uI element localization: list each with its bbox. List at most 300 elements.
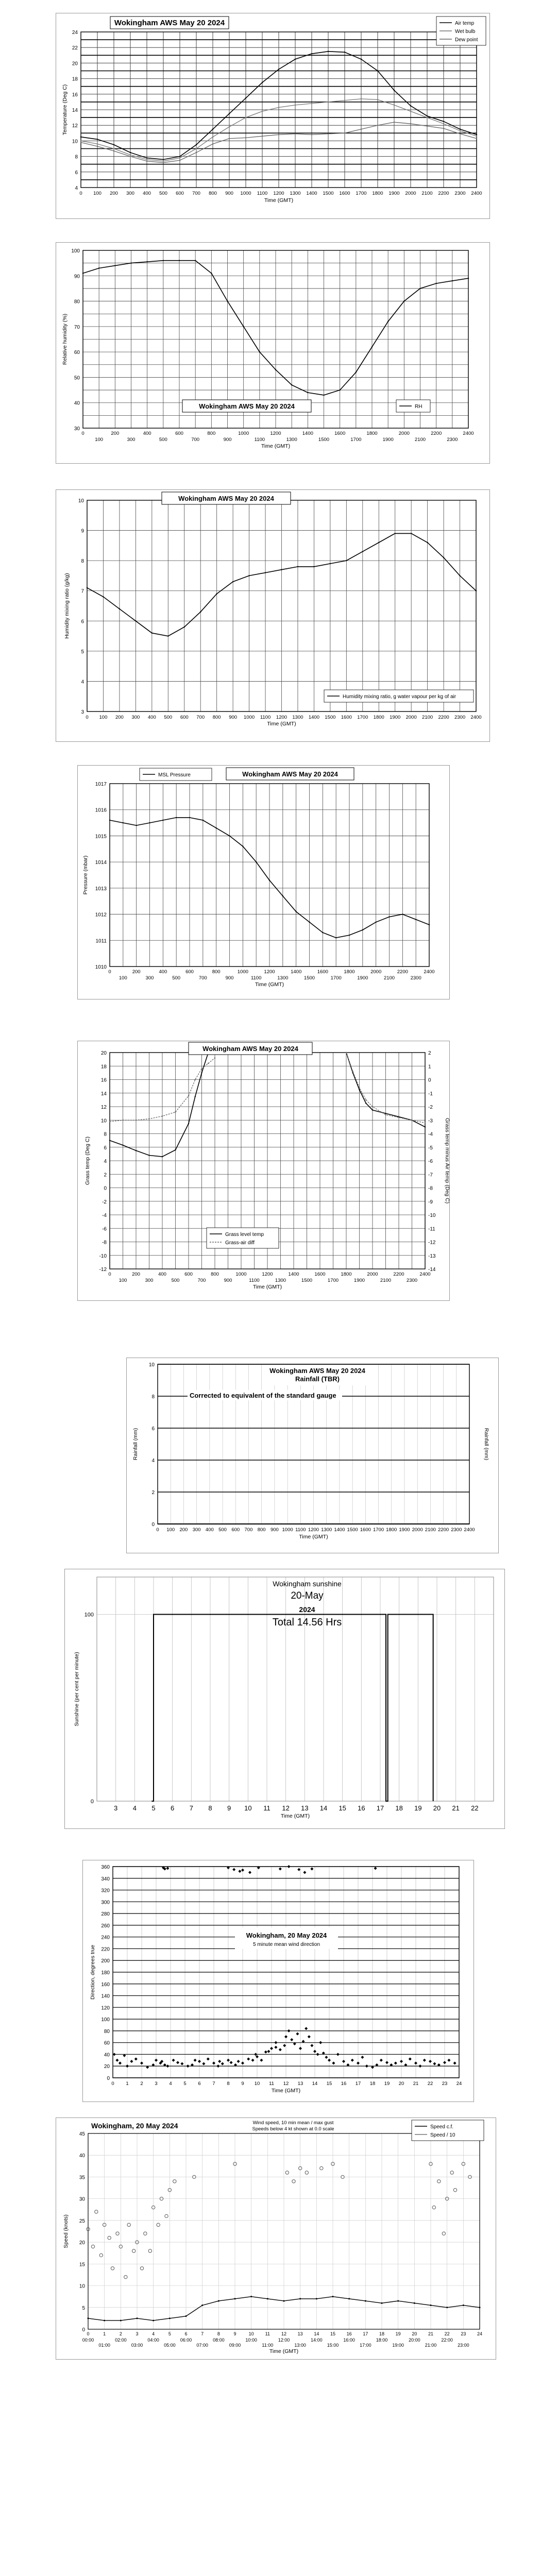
gust-point xyxy=(124,2275,127,2278)
rh-point xyxy=(307,392,308,393)
x-tick-label: 2200 xyxy=(393,1272,404,1277)
air-temp-point xyxy=(179,156,180,157)
y-tick-label: 20 xyxy=(100,1050,107,1056)
chart-title: Wokingham, 20 May 2024 xyxy=(91,2122,178,2130)
grass-air-diff-point xyxy=(136,1120,137,1121)
grass-temp-point xyxy=(122,1145,123,1146)
x-tick-label: 700 xyxy=(244,1527,253,1533)
plot-frame xyxy=(97,1577,494,1801)
x-tick-label: 11 xyxy=(263,1804,270,1812)
mixing-ratio-point xyxy=(103,596,104,597)
grass-temp-point xyxy=(385,1113,386,1114)
x-tick-label: 1100 xyxy=(260,715,271,720)
x-tick-label: 17 xyxy=(376,1804,384,1812)
x-tick-label: 600 xyxy=(184,1272,193,1277)
x-tick-label: 13 xyxy=(297,2081,303,2087)
x-tick-label: 400 xyxy=(143,191,151,196)
mixing-ratio-point xyxy=(378,542,379,543)
x-tick-label: 1800 xyxy=(373,715,384,720)
y-tick-label: 30 xyxy=(74,426,80,432)
x-tick-label: 600 xyxy=(185,969,194,975)
x-tick-label: 2300 xyxy=(406,1278,418,1283)
x-tick-label: 3 xyxy=(114,1804,118,1812)
x-tick-label: 20 xyxy=(412,2331,417,2336)
y-tick-label: 6 xyxy=(104,1145,107,1151)
pressure-point xyxy=(349,935,350,936)
x-tick-label: 19 xyxy=(384,2081,390,2087)
dew-point-point xyxy=(394,122,395,123)
x-tick-label: 21 xyxy=(452,1804,460,1812)
y-tick-label: 1016 xyxy=(95,807,107,814)
y2-tick-label: -6 xyxy=(428,1159,433,1164)
x-tick-label: 800 xyxy=(211,1272,219,1277)
rh-point xyxy=(275,369,276,370)
x-tick-label: 1700 xyxy=(357,715,368,720)
y2-axis-label: Grass temp minus Air temp (Deg C) xyxy=(444,1117,450,1204)
x-tick-label: 1500 xyxy=(325,715,336,720)
y-tick-label: 4 xyxy=(75,185,78,191)
x-tick-label: 15 xyxy=(330,2331,336,2336)
x-tick-label: 22:00 xyxy=(441,2337,453,2343)
gust-point xyxy=(132,2249,135,2252)
direction-point xyxy=(194,2059,197,2062)
rh-point xyxy=(259,351,260,352)
grass-air-diff-point xyxy=(175,1111,176,1112)
y-tick-label: 40 xyxy=(104,2052,110,2058)
x-tick-label: 1900 xyxy=(388,191,400,196)
gust-point xyxy=(111,2267,114,2270)
wet-bulb-point xyxy=(328,101,329,103)
y-tick-label: 7 xyxy=(81,588,84,595)
x-tick-label: 1800 xyxy=(344,969,355,975)
y-tick-label: 100 xyxy=(84,1612,94,1618)
x-tick-label: 1400 xyxy=(302,431,313,436)
y-tick-label: 160 xyxy=(101,1981,110,1988)
y-tick-label: 40 xyxy=(74,400,80,406)
x-tick-label: 200 xyxy=(111,431,120,436)
y2-tick-label: 0 xyxy=(428,1077,431,1083)
direction-point xyxy=(418,2064,421,2067)
air-temp-point xyxy=(377,70,378,71)
x-tick-label: 1700 xyxy=(327,1278,339,1283)
wet-bulb-point xyxy=(113,148,114,149)
x-tick-label: 1900 xyxy=(390,715,401,720)
y-tick-label: 0 xyxy=(104,1185,107,1192)
y-tick-label: 8 xyxy=(151,1394,155,1400)
grass-air-diff-point xyxy=(208,1063,209,1064)
chart-title: Wokingham AWS May 20 2024 xyxy=(114,19,225,27)
pressure-point xyxy=(402,913,403,914)
x-tick-label: 2100 xyxy=(422,715,433,720)
y-tick-label: 5 xyxy=(82,2305,85,2311)
x-tick-label: 2200 xyxy=(438,191,449,196)
y-tick-label: 6 xyxy=(151,1426,155,1432)
x-tick-label: 1500 xyxy=(303,975,315,981)
y-tick-label: 22 xyxy=(72,45,78,52)
x-axis-label: Time (GMT) xyxy=(252,1284,282,1290)
direction-point xyxy=(385,2061,388,2064)
x-tick-label: 8 xyxy=(217,2331,220,2336)
direction-point xyxy=(284,2035,288,2038)
x-tick-label: 1400 xyxy=(334,1527,345,1533)
x-tick-label: 1900 xyxy=(382,437,394,443)
y-tick-label: 14 xyxy=(100,1091,107,1097)
direction-point xyxy=(316,2053,319,2056)
air-temp-point xyxy=(427,115,428,116)
x-tick-label: 1100 xyxy=(249,1278,260,1283)
pressure-point xyxy=(229,835,230,836)
x-tick-label: 700 xyxy=(198,975,207,981)
x-tick-label: 2300 xyxy=(447,437,458,443)
x-tick-label: 100 xyxy=(119,975,127,981)
x-tick-label: 300 xyxy=(131,715,140,720)
x-tick-label: 800 xyxy=(212,715,221,720)
wet-bulb-point xyxy=(311,103,312,104)
x-tick-label: 1900 xyxy=(399,1527,410,1533)
x-tick-label: 07:00 xyxy=(196,2343,208,2348)
x-tick-label: 17 xyxy=(363,2331,368,2336)
gust-point xyxy=(305,2171,308,2174)
y2-tick-label: -2 xyxy=(428,1105,433,1110)
x-tick-label: 500 xyxy=(218,1527,227,1533)
y-tick-label: 18 xyxy=(100,1064,107,1070)
dew-point-point xyxy=(476,138,477,139)
x-tick-label: 18 xyxy=(369,2081,376,2087)
speed-point xyxy=(267,2298,268,2299)
y-tick-label: 4 xyxy=(81,679,84,685)
y-tick-label: 4 xyxy=(151,1458,155,1464)
x-tick-label: 900 xyxy=(270,1527,279,1533)
y-axis-label: Speed (knots) xyxy=(63,2214,69,2248)
y-tick-label: 1013 xyxy=(95,886,107,892)
pressure-point xyxy=(189,817,190,818)
direction-point xyxy=(202,2062,205,2065)
x-tick-label: 200 xyxy=(110,191,118,196)
rh-point xyxy=(356,371,357,372)
x-tick-label: 1600 xyxy=(314,1272,326,1277)
y2-tick-label: -14 xyxy=(428,1267,436,1273)
speed-point xyxy=(250,2296,252,2297)
speed-point xyxy=(137,2317,138,2319)
dew-point-point xyxy=(427,126,428,127)
dew-point-point xyxy=(146,160,147,161)
direction-point xyxy=(351,2059,354,2062)
mixing-ratio-point xyxy=(459,575,460,576)
y-tick-label: 10 xyxy=(78,498,84,504)
x-tick-label: 1300 xyxy=(292,715,303,720)
chart-subtitle: Rainfall (TBR) xyxy=(295,1375,340,1383)
wet-bulb-point xyxy=(163,160,164,161)
pressure-point xyxy=(109,820,110,821)
x-tick-label: 9 xyxy=(227,1804,231,1812)
x-tick-label: 9 xyxy=(241,2081,244,2087)
x-tick-label: 06:00 xyxy=(180,2337,192,2343)
gust-point xyxy=(144,2232,147,2235)
dew-point-point xyxy=(196,152,197,153)
rh-point xyxy=(452,280,453,281)
direction-point xyxy=(296,2032,299,2036)
x-tick-label: 2100 xyxy=(380,1278,392,1283)
x-tick-label: 19 xyxy=(414,1804,422,1812)
mixing-ratio-point xyxy=(411,533,412,534)
gust-point xyxy=(127,2223,130,2226)
grass-air-diff-point xyxy=(188,1095,189,1096)
x-tick-label: 200 xyxy=(132,1272,140,1277)
x-tick-label: 5 xyxy=(183,2081,187,2087)
rh-point xyxy=(146,261,147,262)
rh-point xyxy=(211,273,212,274)
pressure-point xyxy=(388,916,390,917)
y2-tick-label: -10 xyxy=(428,1213,436,1218)
x-tick-label: 500 xyxy=(164,715,173,720)
x-tick-label: 900 xyxy=(223,437,232,443)
sunshine-total: Total 14.56 Hrs xyxy=(272,1617,342,1628)
x-tick-label: 18:00 xyxy=(376,2337,388,2343)
direction-point xyxy=(212,2062,215,2065)
y-tick-label: -12 xyxy=(99,1267,107,1273)
y-axis-label: Humidity mixing ratio (g/kg) xyxy=(64,573,70,639)
dew-point-point xyxy=(163,162,164,163)
x-tick-label: 2000 xyxy=(398,431,410,436)
direction-point xyxy=(187,2064,190,2067)
x-tick-label: 7 xyxy=(212,2081,215,2087)
x-tick-label: 10 xyxy=(244,1804,252,1812)
x-tick-label: 1200 xyxy=(273,191,284,196)
y-tick-label: 0 xyxy=(151,1522,155,1528)
x-tick-label: 11:00 xyxy=(262,2343,274,2348)
y2-tick-label: -11 xyxy=(428,1226,435,1232)
direction-point xyxy=(166,1867,169,1870)
y-tick-label: 20 xyxy=(72,61,78,67)
dew-point-point xyxy=(295,133,296,134)
direction-point xyxy=(394,2062,397,2065)
x-tick-label: 2000 xyxy=(367,1272,378,1277)
direction-point xyxy=(270,2047,273,2050)
speed-point xyxy=(381,2302,383,2304)
speed-point xyxy=(299,2298,301,2299)
x-tick-label: 16:00 xyxy=(343,2337,355,2343)
x-tick-label: 23 xyxy=(461,2331,466,2336)
x-tick-label: 700 xyxy=(191,437,200,443)
x-tick-label: 14:00 xyxy=(311,2337,323,2343)
x-tick-label: 0 xyxy=(156,1527,159,1533)
x-tick-label: 4 xyxy=(169,2081,172,2087)
air-temp-point xyxy=(344,52,345,53)
mixing-ratio-point xyxy=(87,587,88,588)
pressure-point xyxy=(429,924,430,925)
grass-temp-point xyxy=(162,1156,163,1157)
temperature-chart-panel xyxy=(56,13,490,219)
y2-tick-label: 2 xyxy=(428,1050,431,1056)
x-tick-label: 2000 xyxy=(405,191,416,196)
x-tick-label: 2400 xyxy=(470,715,482,720)
x-tick-label: 11 xyxy=(265,2331,270,2336)
direction-point xyxy=(155,2059,158,2062)
dew-point-point xyxy=(278,134,279,135)
mixing-ratio-chart-panel xyxy=(56,489,490,742)
direction-point xyxy=(374,1867,377,1870)
direction-point xyxy=(238,1870,241,1873)
direction-point xyxy=(241,2062,244,2065)
x-tick-label: 2100 xyxy=(414,437,426,443)
speed-point xyxy=(120,2320,122,2321)
air-temp-point xyxy=(476,134,477,135)
x-tick-label: 2000 xyxy=(412,1527,423,1533)
wet-bulb-point xyxy=(262,111,263,112)
x-tick-label: 12 xyxy=(282,1804,290,1812)
direction-point xyxy=(332,2062,335,2065)
rh-point xyxy=(130,262,131,263)
y-tick-label: 12 xyxy=(72,123,78,129)
wet-bulb-point xyxy=(245,117,246,118)
pressure-point xyxy=(322,932,323,933)
y-tick-label: 18 xyxy=(72,76,78,82)
pressure-point xyxy=(176,817,177,818)
grass-air-diff-point xyxy=(214,1057,215,1058)
gust-point xyxy=(320,2166,323,2170)
direction-point xyxy=(126,2064,129,2067)
dew-point-point xyxy=(410,123,411,124)
grass-temp-point xyxy=(425,1126,426,1127)
x-tick-label: 3 xyxy=(155,2081,158,2087)
x-tick-label: 400 xyxy=(147,715,156,720)
mixing-ratio-chart xyxy=(56,490,491,742)
wet-bulb-point xyxy=(295,105,296,106)
rh-point xyxy=(419,288,420,289)
air-temp-point xyxy=(262,82,263,83)
x-tick-label: 2 xyxy=(140,2081,143,2087)
legend-label: Speed c.f. xyxy=(430,2124,454,2130)
dew-point-point xyxy=(179,160,180,161)
chart-title: Wokingham AWS May 20 2024 xyxy=(199,402,295,410)
grass-temp-point xyxy=(148,1155,149,1156)
x-tick-label: 1800 xyxy=(386,1527,397,1533)
x-tick-label: 15 xyxy=(339,1804,346,1812)
mixing-ratio-point xyxy=(362,551,363,552)
grass-temp-point xyxy=(201,1072,202,1073)
x-tick-label: 600 xyxy=(180,715,189,720)
x-tick-label: 0 xyxy=(111,2081,114,2087)
x-tick-label: 01:00 xyxy=(98,2343,110,2348)
x-tick-label: 12:00 xyxy=(278,2337,290,2343)
x-tick-label: 1200 xyxy=(276,715,288,720)
rh-point xyxy=(323,395,324,396)
direction-point xyxy=(303,1871,306,1874)
x-tick-label: 20 xyxy=(398,2081,404,2087)
x-tick-label: 400 xyxy=(158,1272,166,1277)
y-tick-label: 60 xyxy=(74,350,80,356)
direction-point xyxy=(172,2059,175,2062)
y-tick-label: 100 xyxy=(71,248,80,254)
direction-point xyxy=(447,2059,450,2062)
grass-air-diff-point xyxy=(372,1106,373,1107)
grass-temp-chart-panel xyxy=(77,1041,450,1301)
x-tick-label: 1700 xyxy=(373,1527,384,1533)
x-tick-label: 0 xyxy=(108,969,111,975)
y-tick-label: 8 xyxy=(81,558,84,565)
direction-point xyxy=(429,2060,432,2063)
speed-point xyxy=(185,2315,187,2317)
x-tick-label: 800 xyxy=(212,969,221,975)
x-tick-label: 6 xyxy=(171,1804,175,1812)
x-tick-label: 5 xyxy=(151,1804,156,1812)
direction-point xyxy=(342,2060,345,2063)
pressure-point xyxy=(136,825,137,826)
x-tick-label: 1100 xyxy=(254,437,265,443)
pressure-point xyxy=(295,911,296,912)
wet-bulb-point xyxy=(80,140,81,141)
gust-point xyxy=(165,2214,168,2217)
air-temp-point xyxy=(328,51,329,52)
x-tick-label: 9 xyxy=(233,2331,236,2336)
x-tick-label: 800 xyxy=(257,1527,266,1533)
y2-tick-label: -12 xyxy=(428,1240,436,1246)
x-tick-label: 1300 xyxy=(286,437,297,443)
y-tick-label: 300 xyxy=(101,1900,110,1906)
direction-point xyxy=(290,2038,293,2041)
pressure-point xyxy=(282,895,283,896)
x-tick-label: 00:00 xyxy=(82,2337,94,2343)
mixing-ratio-point xyxy=(232,581,233,582)
x-tick-label: 1500 xyxy=(347,1527,358,1533)
gust-point xyxy=(292,2180,295,2183)
chart-title: Wokingham, 20 May 2024 xyxy=(246,1931,327,1939)
y-axis-label: Rainfall (mm) xyxy=(132,1428,139,1461)
direction-point xyxy=(365,2064,368,2067)
y-tick-label: 20 xyxy=(79,2240,85,2246)
y-tick-label: 3 xyxy=(81,709,84,715)
x-tick-label: 300 xyxy=(145,1278,154,1283)
x-tick-label: 19:00 xyxy=(392,2343,404,2348)
direction-point xyxy=(283,2044,286,2047)
direction-point xyxy=(453,2062,457,2065)
chart-title: Wokingham AWS May 20 2024 xyxy=(269,1367,365,1375)
y-axis-label: Direction, degrees true xyxy=(90,1944,96,2000)
y-tick-label: 120 xyxy=(101,2005,110,2011)
wet-bulb-point xyxy=(410,111,411,112)
y2-tick-label: -5 xyxy=(428,1145,433,1151)
wet-bulb-point xyxy=(476,135,477,137)
x-tick-label: 1300 xyxy=(275,1278,286,1283)
mixing-ratio-point xyxy=(395,533,396,534)
wet-bulb-point xyxy=(146,159,147,160)
x-tick-label: 1900 xyxy=(357,975,368,981)
wind-direction-chart xyxy=(83,1860,475,2103)
direction-point xyxy=(308,2035,311,2038)
chart-title: Wokingham AWS May 20 2024 xyxy=(202,1045,298,1053)
grass-air-diff-point xyxy=(162,1115,163,1116)
x-tick-label: 14 xyxy=(314,2331,319,2336)
air-temp-point xyxy=(97,139,98,140)
air-temp-point xyxy=(212,129,213,130)
x-tick-label: 1500 xyxy=(318,437,330,443)
x-tick-label: 1000 xyxy=(244,715,255,720)
y-tick-label: 40 xyxy=(79,2153,85,2159)
x-tick-label: 24 xyxy=(456,2081,462,2087)
air-temp-point xyxy=(443,121,444,122)
y2-axis-label: Rainfall (mm) xyxy=(483,1428,489,1461)
x-tick-label: 05:00 xyxy=(164,2343,176,2348)
y-tick-label: 10 xyxy=(72,139,78,145)
legend-label: Speed / 10 xyxy=(430,2132,455,2138)
direction-point xyxy=(310,2044,313,2047)
x-tick-label: 1700 xyxy=(330,975,342,981)
y-tick-label: 8 xyxy=(104,1131,107,1138)
y-tick-label: 4 xyxy=(104,1159,107,1164)
x-tick-label: 200 xyxy=(115,715,124,720)
y-tick-label: 1011 xyxy=(95,938,107,944)
x-tick-label: 23 xyxy=(442,2081,448,2087)
